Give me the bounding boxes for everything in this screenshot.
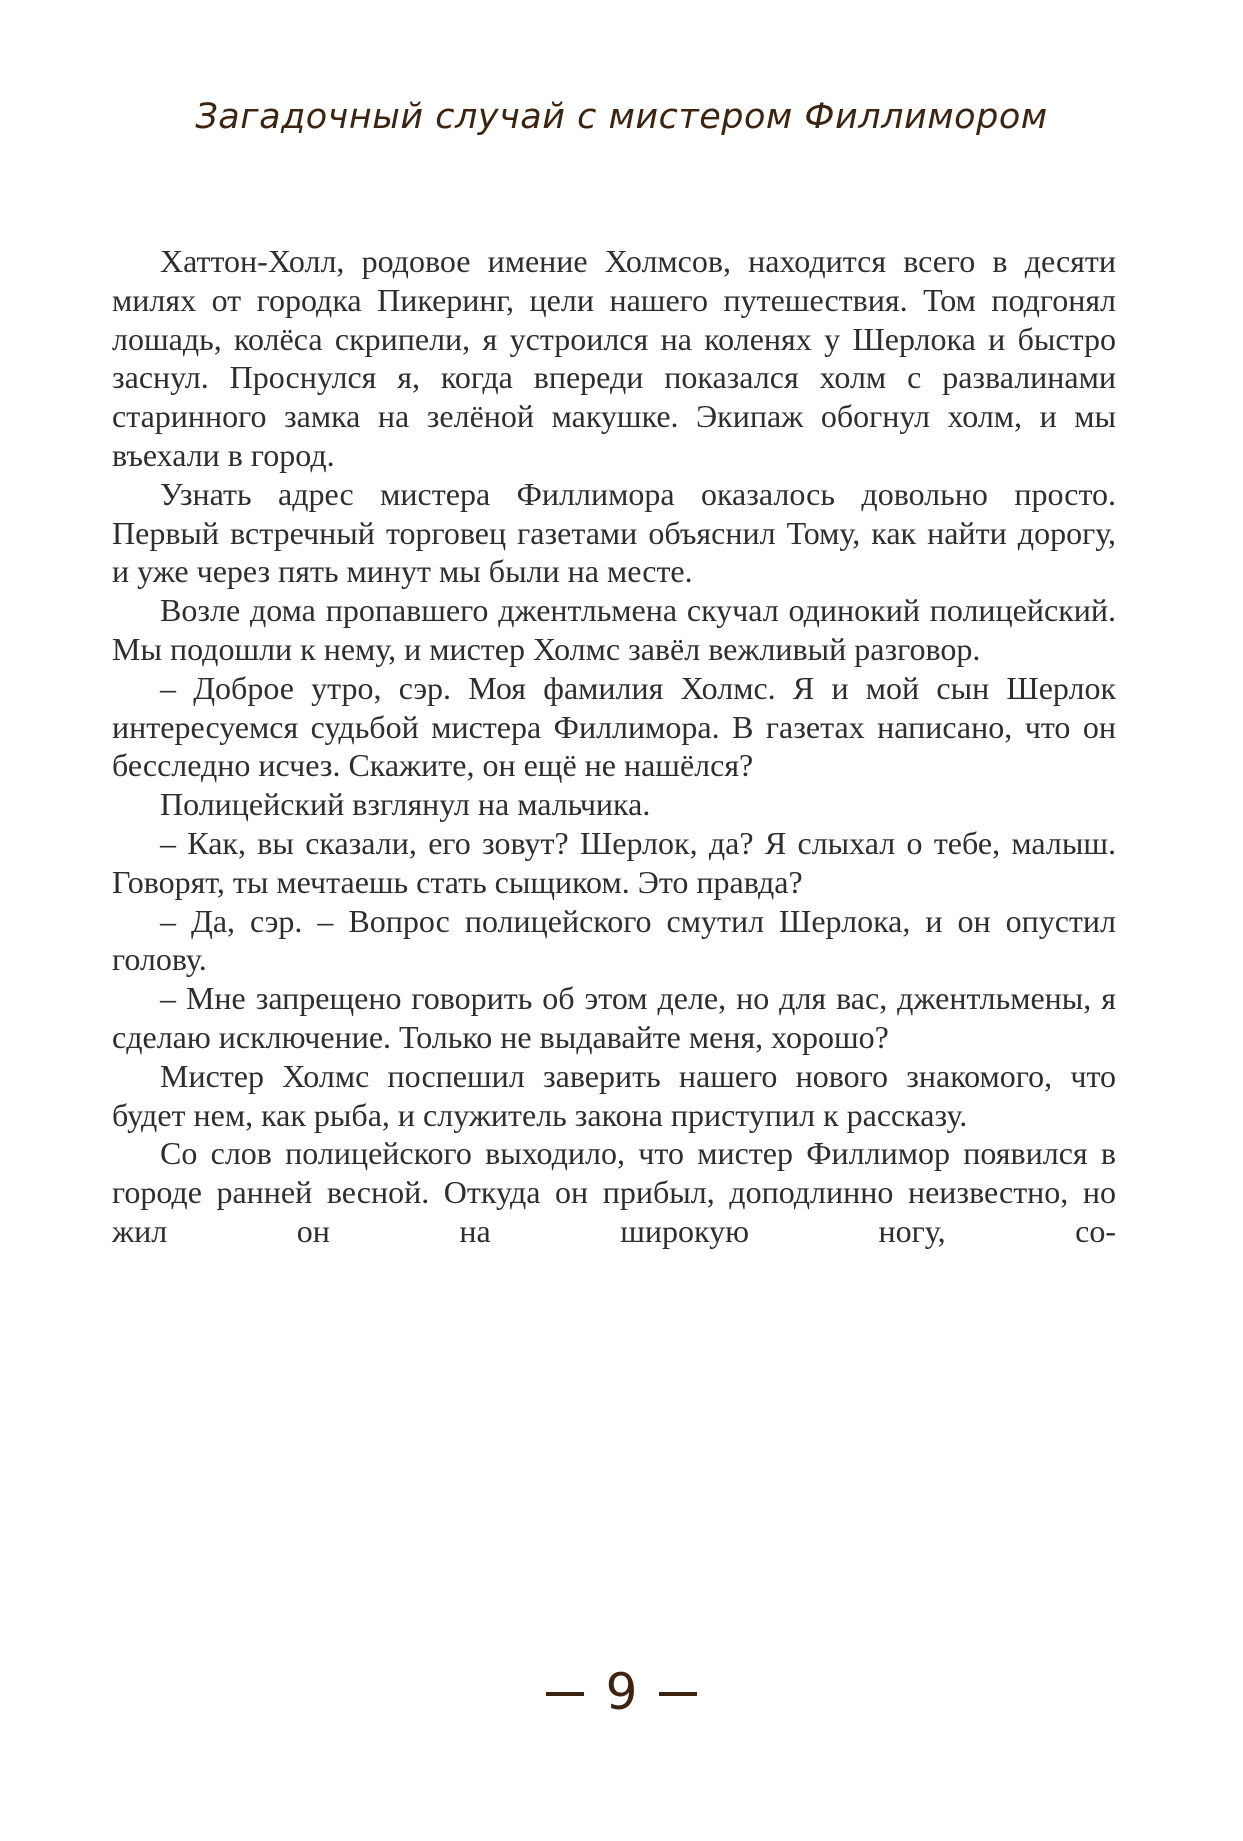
paragraph: Узнать адрес мистера Филлимора оказалось довольно просто. Первый встречный торговец газетами объяснил Тому, как найти дорогу, и уже через пять минут мы были на месте. [112,475,1116,590]
dash-left [546,1692,584,1696]
paragraph: – Да, сэр. – Вопрос полицейского смутил Шерлока, и он опустил голову. [112,902,1116,978]
dash-right [659,1692,697,1696]
page-number-value: 9 [605,1663,638,1721]
paragraph: – Как, вы сказали, его зовут? Шерлок, да? Я слыхал о тебе, малыш. Говорят, ты мечтаешь стать сыщиком. Это правда? [112,824,1116,900]
running-header: Загадочный случай с мистером Филлимором [195,97,1048,137]
page-number [0,1663,1243,1721]
paragraph: Мистер Холмс поспешил заверить нашего нового знакомого, что будет нем, как рыба, и служитель закона приступил к рассказу. [112,1057,1116,1133]
paragraph: Со слов полицейского выходило, что мистер Филлимор появился в городе ранней весной. Откуда он прибыл, доподлинно неизвестно, но жил он на широкую ногу, со- [112,1135,1116,1249]
paragraph: – Доброе утро, сэр. Моя фамилия Холмс. Я и мой сын Шерлок интересуемся судьбой мистера Филлимора. В газетах написано, что он бесследно исчез. Скажите, он ещё не нашёлся? [112,669,1116,784]
paragraph: Возле дома пропавшего джентльмена скучал одинокий полицейский. Мы подошли к нему, и мистер Холмс завёл вежливый разговор. [112,592,1116,667]
paragraph: – Мне запрещено говорить об этом деле, но для вас, джентльмены, я сделаю исключение. Только не выдавайте меня, хорошо? [112,980,1116,1055]
paragraph: Полицейский взглянул на мальчика. [160,786,651,823]
paragraph: Хаттон-Холл, родовое имение Холмсов, находится всего в десяти милях от городка Пикеринг, цели нашего путешествия. Том подгонял лошадь, колёса скрипели, я устроился на коленях у Шерлока и быстро заснул. Проснулся я, когда впереди показался холм с развалинами старинного замка на зелёной макушке. Экипаж обогнул холм, и мы въехали в город. [112,243,1116,473]
body-text [112,242,1116,1251]
